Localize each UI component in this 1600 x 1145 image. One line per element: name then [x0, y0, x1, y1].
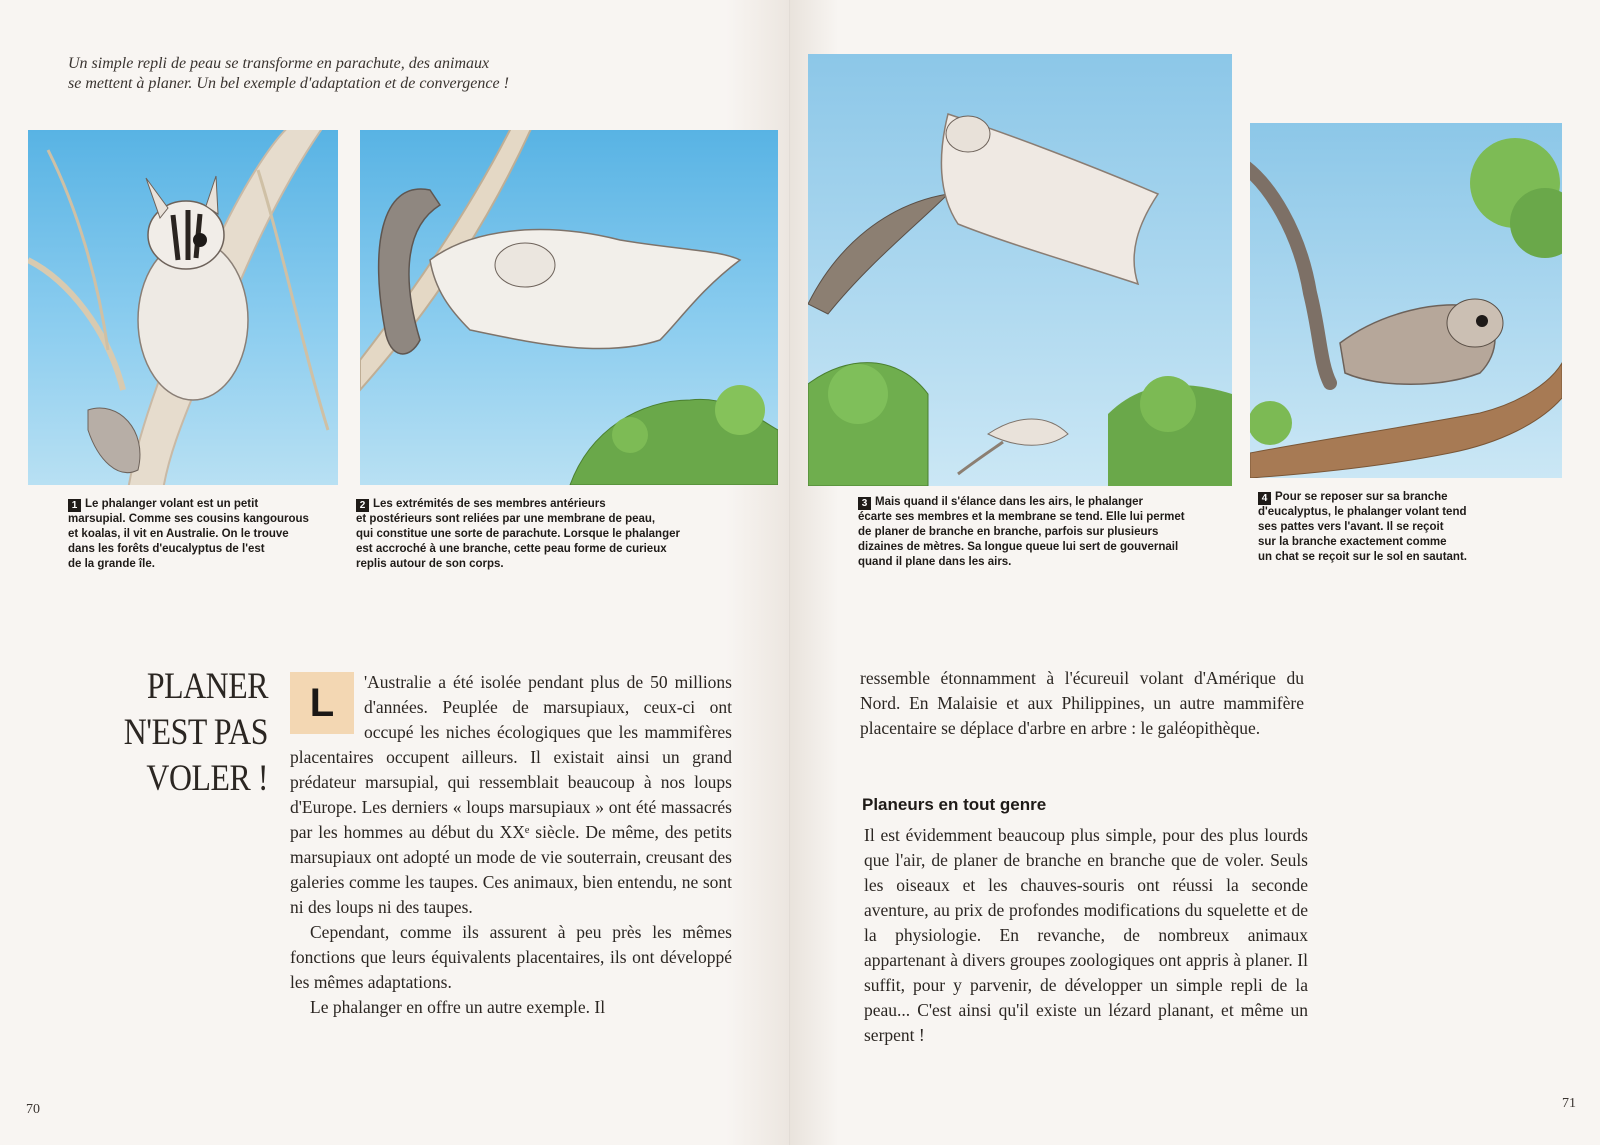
illustration-1-phalanger-on-branch: [28, 130, 338, 485]
caption-2: 2 Les extrémités de ses membres antérieurs et postérieurs sont reliées par une membrane de peau, qui constitue une sorte de parachute. Lorsque le phalanger est accroché à une branche, cette peau forme de curieux replis autour de son corps.: [356, 498, 680, 570]
phalanger-landing-illustration: [1250, 123, 1562, 478]
caption-4: 4 Pour se reposer sur sa branche d'eucalyptus, le phalanger volant tend ses pattes vers l'avant. Il se reçoit sur la branche exactement comme un chat se reçoit sur le sol en sautant.: [1258, 491, 1467, 563]
drop-cap: L: [290, 672, 354, 734]
page-number-left: 70: [26, 1102, 40, 1117]
caption-number-badge: 4: [1258, 492, 1271, 505]
paragraph: Le phalanger en offre un autre exemple. Il: [310, 997, 606, 1017]
right-body-text: [860, 666, 1304, 741]
caption-number-badge: 2: [356, 499, 369, 512]
paragraph: L 'Australie a été isolée pendant plus de 50 millions d'années. Peuplée de marsupiaux, ceux-ci ont occupé les niches écologiques que les mammifères placentaires occupent ailleurs. Il existait ainsi un grand prédateur marsupial, qui ressemblait beaucoup à nos loups d'Europe. Les derniers « loups marsupiaux » ont été massacrés par les hommes au début du XXᵉ siècle. De même, des petits marsupiaux ont adopté un mode de vie souterrain, creusant des galeries comme les taupes. Ces animaux, bien entendu, ne sont ni des loups ni des taupes.: [290, 672, 732, 917]
phalanger-gliding-illustration: [808, 54, 1232, 486]
chapter-title: PLANER N'EST PAS VOLER !: [123, 666, 268, 799]
right-body-text-2: [864, 823, 1308, 1048]
illustration-3-phalanger-gliding: [808, 54, 1232, 486]
intro-text: Un simple repli de peau se transforme en parachute, des animaux se mettent à planer. Un bel exemple d'adaptation et de convergence !: [68, 55, 509, 92]
illustration-4-phalanger-landing: [1250, 123, 1562, 478]
section-subheading: Planeurs en tout genre: [862, 795, 1047, 814]
page-number-right: 71: [1562, 1096, 1576, 1111]
caption-number-badge: 1: [68, 499, 81, 512]
left-body-text: [290, 670, 732, 1020]
paragraph: ressemble étonnamment à l'écureuil volant d'Amérique du Nord. En Malaisie et aux Philippines, un autre mammifère placentaire se déplace d'arbre en arbre : le galéopithèque.: [860, 668, 1304, 738]
caption-3: 3 Mais quand il s'élance dans les airs, le phalanger écarte ses membres et la membrane se tend. Elle lui permet de planer de branche en branche, parfois sur plusieurs dizaines de mètres. Sa longue queue lui sert de gouvernail quand il plane dans les airs.: [858, 496, 1185, 568]
phalanger-branch-illustration: [28, 130, 338, 485]
paragraph: Cependant, comme ils assurent à peu près les mêmes fonctions que leurs équivalents placentaires, ils ont développé les mêmes adaptations.: [290, 922, 732, 992]
paragraph: Il est évidemment beaucoup plus simple, pour des plus lourds que l'air, de planer de branche en branche que de voler. Seuls les oiseaux et les chauves-souris ont réussi la seconde aventure, au prix de profondes modifications du squelette et de la physiologie. En revanche, de nombreux animaux appartenant à divers groupes zoologiques ont appris à planer. Il suffit, pour y parvenir, de développer un simple repli de la peau... C'est ainsi qu'il existe un lézard planant, et même un serpent !: [864, 825, 1308, 1045]
caption-number-badge: 3: [858, 497, 871, 510]
phalanger-hanging-illustration: [360, 130, 778, 485]
caption-1: 1 Le phalanger volant est un petit marsupial. Comme ses cousins kangourous et koalas, il vit en Australie. On le trouve dans les forêts d'eucalyptus de l'est de la grande île.: [68, 498, 309, 570]
illustration-2-phalanger-hanging: [360, 130, 778, 485]
